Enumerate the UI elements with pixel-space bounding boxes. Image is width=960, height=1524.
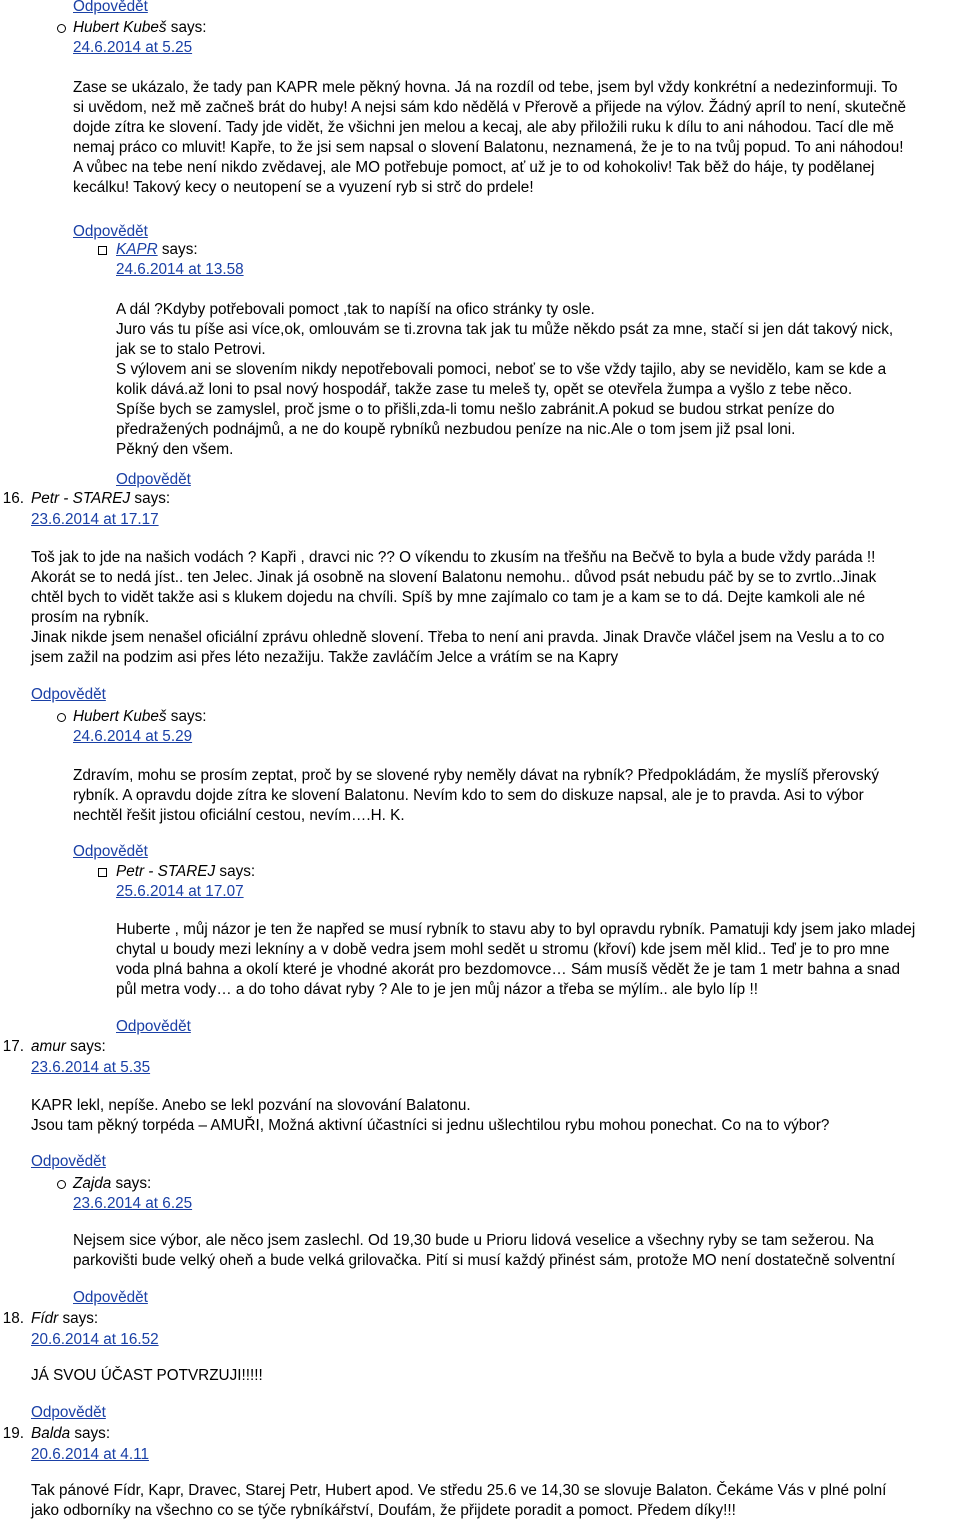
- comment-body: JÁ SVOU ÚČAST POTVRZUJI!!!!!: [31, 1367, 263, 1384]
- reply-link[interactable]: Odpovědět: [31, 686, 106, 703]
- reply-link[interactable]: Odpovědět: [31, 1404, 106, 1421]
- list-bullet-icon: [98, 246, 107, 255]
- reply-link[interactable]: Odpovědět: [73, 843, 148, 860]
- reply-link[interactable]: Odpovědět: [73, 223, 148, 240]
- comment-date-link[interactable]: 20.6.2014 at 4.11: [31, 1446, 149, 1463]
- reply-link[interactable]: Odpovědět: [116, 1018, 191, 1035]
- comment-date-link[interactable]: 25.6.2014 at 17.07: [116, 883, 244, 900]
- comment-author: KAPR says:: [116, 241, 198, 258]
- comment-date-link[interactable]: 24.6.2014 at 5.25: [73, 39, 193, 56]
- comment-body: Toš jak to jde na našich vodách ? Kapři , dravci nic ?? O víkendu to zkusím na třešňu na Bečvě to byla a bude vždy paráda !! Akorát se to nedá jíst.. ten Jelec. Jinak já osobně na slovení Balatonu nemohu.. důvod psát nebudu páč by se to zvrtlo..Jinak chtěl bych to vidět takže asi s klukem dojedu na chvíli. Spíš by mne zajímalo co tam je a kam se to dá. Dejte kamkoli ale né prosím na rybník. Jinak nikde jsem nenašel oficiální zprávu ohledně slovení. Třeba to není ani pravda. Jinak Dravče vláčel jsem na Veslu a to co jsem zažil na podzim asi přes léto nezažiju. Takže zavláčím Jelce a vrátím se na Kapry: [31, 549, 885, 666]
- comment-body: Zdravím, mohu se prosím zeptat, proč by se slovené ryby neměly dávat na rybník? Předpokládám, že myslíš přerovský rybník. A opravdu dojde zítra ke slovení Balatonu. Nevím kdo to sem do diskuze napsal, ale je to pravda. Asi to výbor nechtěl řešit jistou oficiální cestou, nevím….H. K.: [73, 767, 879, 824]
- comment-body: Huberte , můj názor je ten že napřed se musí rybník to stavu aby to byl opravdu rybník. Pamatuji kdy jsem jako mladej chytal u boudy mezi lekníny a v době vedra jsem mohl sedět u stromu (křoví) kde jsem měl klid.. Teď je to pro mne voda plná bahna a okolí které je vhodné akorát pro bezdomovce… Sám musíš vědět že je tam 1 metr bahna a snad půl metra vody… a do toho dávat ryby ? Ale to je jen můj názor a třeba se mýlím.. ale bylo líp !!: [116, 921, 916, 998]
- comment-author: Hubert Kubeš says:: [73, 708, 207, 725]
- comment-body: Tak pánové Fídr, Kapr, Dravec, Starej Petr, Hubert apod. Ve středu 25.6 ve 14,30 se slovuje Balaton. Čekáme Vás v plné polní jako odborníky na všechno co se týče rybníkářství, Doufám, že přijdete poradit a pomoct. Předem díky!!!: [31, 1482, 887, 1519]
- comment-author: amur says:: [31, 1038, 106, 1055]
- reply-link[interactable]: Odpovědět: [73, 1289, 148, 1306]
- comment-date-link[interactable]: 24.6.2014 at 13.58: [116, 261, 244, 278]
- comment-number: 16.: [2, 490, 24, 507]
- list-bullet-icon: [98, 868, 107, 877]
- comment-author: Petr - STAREJ says:: [116, 863, 256, 880]
- comment-author: Zajda says:: [73, 1175, 152, 1192]
- list-bullet-icon: [57, 24, 66, 33]
- comment-date-link[interactable]: 23.6.2014 at 17.17: [31, 511, 159, 528]
- reply-link[interactable]: Odpovědět: [31, 1153, 106, 1170]
- author-link[interactable]: KAPR: [116, 241, 158, 258]
- comment-body: Zase se ukázalo, že tady pan KAPR mele pěkný hovna. Já na rozdíl od tebe, jsem byl vždy konkrétní a nedezinformuji. To si uvědom, než mě začneš brát do huby! A nejsi sám kdo nědělá v Přerově a přijede na výlov. Žádný apríl to není, skutečně dojde zítra ke slovení. Tady jde vidět, že všichni jen melou a kecaj, ale aby přiložili ruku k dílu to ani náhodou. Tací dle mě nemaj práco co mluvit! Kapře, to že jsi sem napsal o slovení Balatonu, neznamená, že je to na tvůj popud. To ani náhodou! A vůbec na tebe není nikdo zvědavej, ale MO potřebuje pomoct, ať už je to od kohokoliv! Tak běž do háje, ty podělanej kecálku! Takový kecy o neutopení se a vyuzení ryb si strč do prdele!: [73, 79, 907, 196]
- comment-date-link[interactable]: 23.6.2014 at 5.35: [31, 1059, 151, 1076]
- comment-author: Hubert Kubeš says:: [73, 19, 207, 36]
- comment-author: Fídr says:: [31, 1310, 99, 1327]
- comment-number: 19.: [2, 1425, 24, 1442]
- comment-date-link[interactable]: 20.6.2014 at 16.52: [31, 1331, 159, 1348]
- comment-body: Nejsem sice výbor, ale něco jsem zaslechl. Od 19,30 bude u Prioru lidová veselice a všechny ryby se tam sežerou. Na parkovišti bude velký oheň a bude velká grilovačka. Pití si musí každý přinést sám, protože MO není dostatečně solventní: [73, 1232, 896, 1269]
- comment-number: 18.: [2, 1310, 24, 1327]
- comment-body: KAPR lekl, nepíše. Anebo se lekl pozvání na slovování Balatonu. Jsou tam pěkný torpéda – AMUŘI, Možná aktivní účastníci si jednu ušlechtilou rybu mohou ponechat. Co na to výbor?: [31, 1097, 830, 1134]
- comment-date-link[interactable]: 24.6.2014 at 5.29: [73, 728, 193, 745]
- reply-link[interactable]: Odpovědět: [116, 471, 191, 488]
- comment-date-link[interactable]: 23.6.2014 at 6.25: [73, 1195, 193, 1212]
- comment-number: 17.: [2, 1038, 24, 1055]
- comment-author: Balda says:: [31, 1425, 111, 1442]
- comment-body: A dál ?Kdyby potřebovali pomoct ,tak to napíší na ofico stránky ty osle. Juro vás tu píše asi více,ok, omlouvám se ti.zrovna tak jak tu může někdo psát za mne, stačí si jen dát takový nick, jak se to stalo Petrovi. S výlovem ani se slovením nikdy nepotřebovali pomoci, neboť se to vše vždy tajilo, aby se nevidělo, kam se kde a kolik dává.až loni to psal nový hospodář, takže zase tu meleš ty, opět se otevřela žumpa a vyšlo z tebe něco. Spíše bych se zamyslel, proč jsme o to přišli,zda-li tomu nešlo zabránit.A pokud se budou strkat peníze do předražených podnájmů, a ne do koupě rybníků nezbudou peníze na nic.Ale o tom jsem již psal loni. Pěkný den všem.: [116, 301, 894, 458]
- list-bullet-icon: [57, 1180, 66, 1189]
- comment-author: Petr - STAREJ says:: [31, 490, 171, 507]
- list-bullet-icon: [57, 713, 66, 722]
- reply-link[interactable]: Odpovědět: [73, 0, 148, 15]
- author-name: Hubert Kubeš: [73, 19, 167, 36]
